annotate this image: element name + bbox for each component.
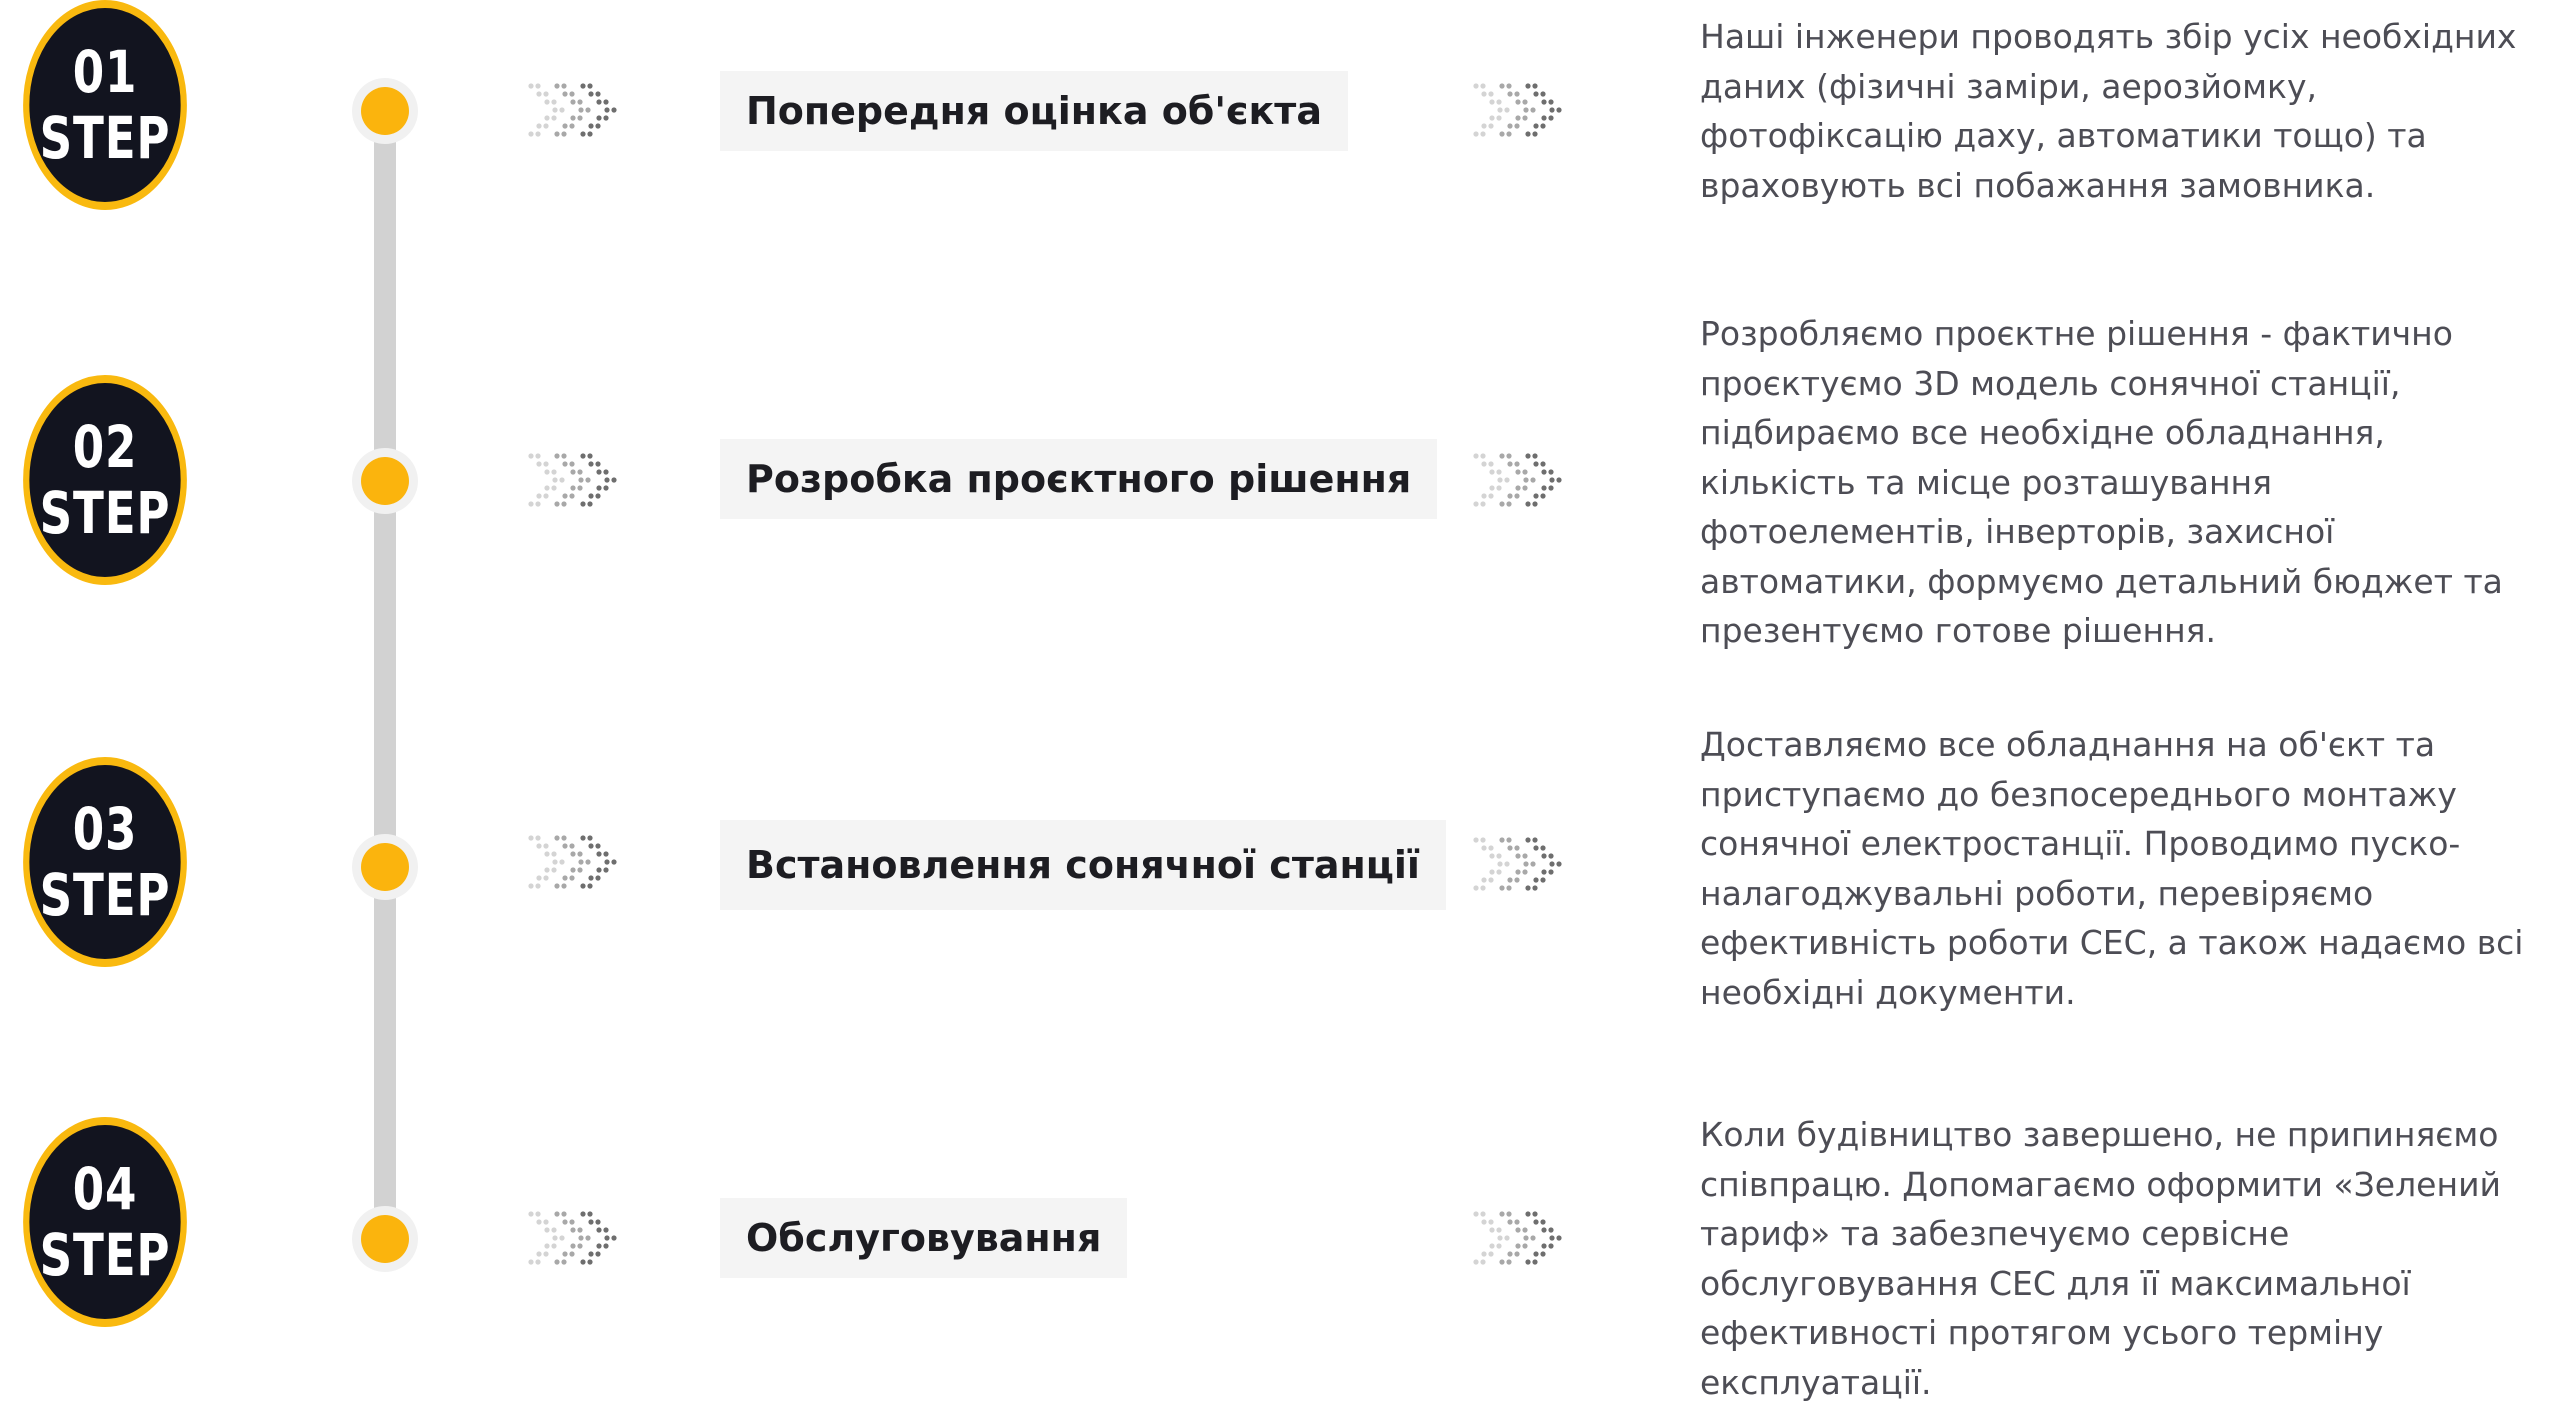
step-description: Розробляємо проєктне рішення - фактично проєктуємо 3D модель сонячної станції, підбираємо все необхідне обладнання, кількість та місце розташування фотоелементів, інверторів, захисної автоматики, формуємо детальний бюджет та презентуємо готове рішення. xyxy=(1700,314,2503,650)
chevrons-icon xyxy=(1470,832,1582,896)
timeline-dot xyxy=(352,78,418,144)
chevrons-icon xyxy=(1470,78,1582,142)
step-title: Встановлення сонячної станції xyxy=(720,820,1446,910)
step-word: STEP xyxy=(39,104,171,172)
step-number: 04 xyxy=(72,1155,138,1223)
step-title: Розробка проєктного рішення xyxy=(720,439,1437,519)
step-description: Наші інженери проводять збір усіх необхідних даних (фізичні заміри, аерозйомку, фотофіксацію даху, автоматики тощо) та враховують всі побажання замовника. xyxy=(1700,17,2517,205)
step-word: STEP xyxy=(39,1221,171,1289)
step-number: 01 xyxy=(72,38,138,106)
step-badge xyxy=(23,375,187,585)
step-title: Обслуговування xyxy=(720,1198,1127,1278)
step-number: 03 xyxy=(72,795,138,863)
timeline-track xyxy=(374,110,396,1250)
chevrons-icon xyxy=(525,448,637,512)
chevrons-icon xyxy=(525,1206,637,1270)
chevrons-icon xyxy=(1470,1206,1582,1270)
step-description: Коли будівництво завершено, не припиняємо співпрацю. Допомагаємо оформити «Зелений тариф» та забезпечуємо сервісне обслуговування СЕС для її максимальної ефективності протягом усього терміну експлуатації. xyxy=(1700,1115,2501,1402)
step-description: Доставляємо все обладнання на об'єкт та приступаємо до безпосереднього монтажу сонячної електростанції. Проводимо пуско-налагоджувальні роботи, перевіряємо ефективність роботи СЕС, а також надаємо всі необхідні документи. xyxy=(1700,725,2524,1012)
chevrons-icon xyxy=(525,830,637,894)
step-badge xyxy=(23,0,187,210)
chevrons-icon xyxy=(525,78,637,142)
step-badge xyxy=(23,1117,187,1327)
step-number: 02 xyxy=(72,413,138,481)
chevrons-icon xyxy=(1470,448,1582,512)
step-title: Попередня оцінка об'єкта xyxy=(720,71,1348,151)
step-badge xyxy=(23,757,187,967)
timeline-dot xyxy=(352,448,418,514)
timeline-dot xyxy=(352,834,418,900)
step-word: STEP xyxy=(39,479,171,547)
step-word: STEP xyxy=(39,861,171,929)
timeline-dot xyxy=(352,1206,418,1272)
